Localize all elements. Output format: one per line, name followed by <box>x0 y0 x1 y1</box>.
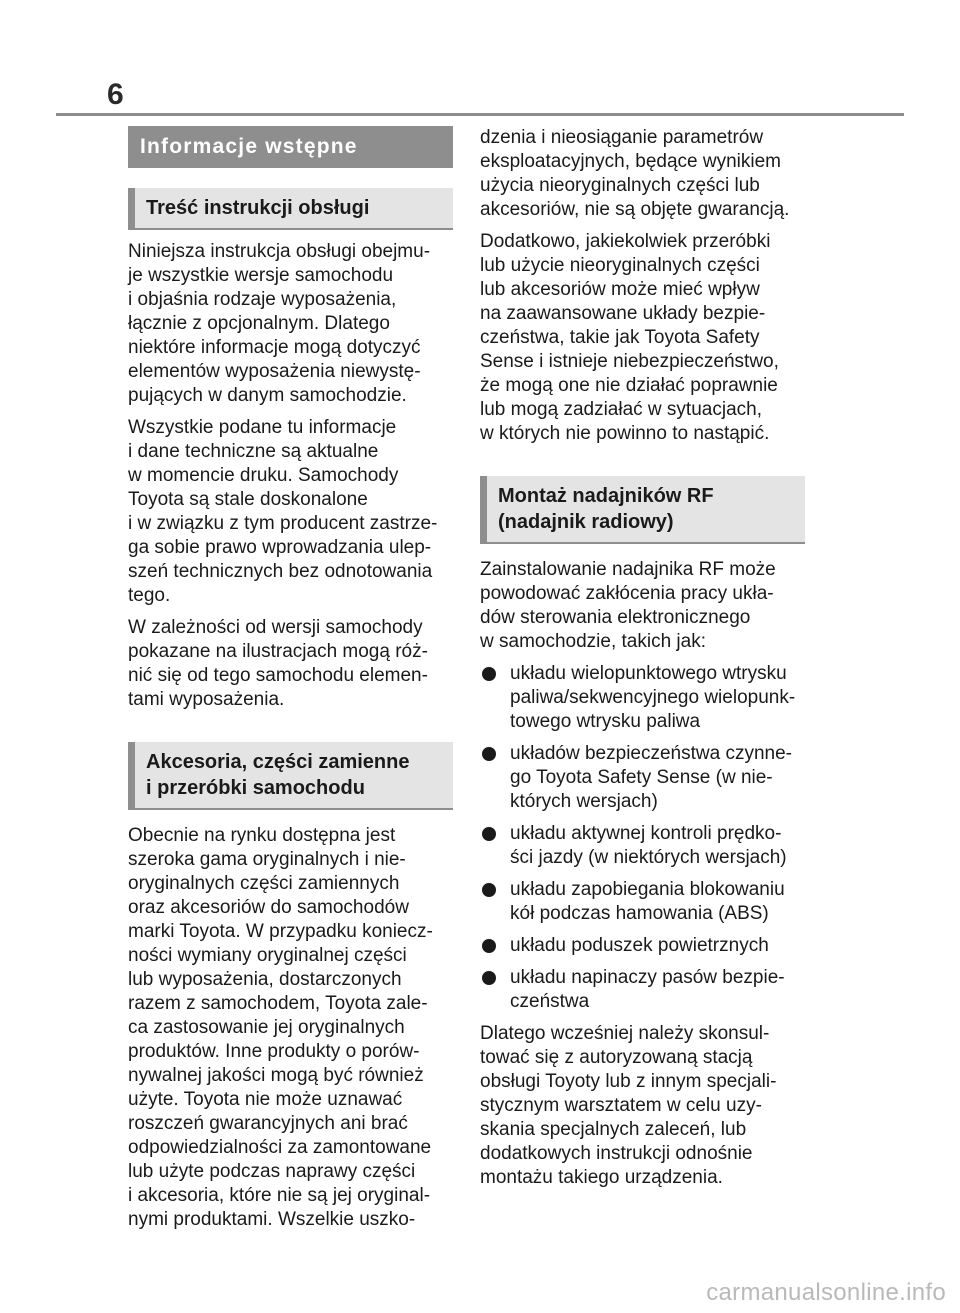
list-item: układu zapobiegania blokowaniu kół podczas hamowania (ABS) <box>480 878 805 926</box>
bullet-icon <box>482 747 496 761</box>
paragraph: Dodatkowo, jakiekolwiek przeróbki lub użycie nieoryginalnych części lub akcesoriów może mieć wpływ na zaawansowane układy bezpie- czeństwa, takie jak Toyota Safety Sense i istnieje niebezpieczeństwo, że mogą one nie działać poprawnie lub mogą zadziałać w sytuacjach, w których nie powinno to nastąpić. <box>480 231 779 444</box>
watermark: carmanualsonline.info <box>706 1279 946 1306</box>
list-item: układu napinaczy pasów bezpie- czeństwa <box>480 966 805 1014</box>
bullet-icon <box>482 939 496 953</box>
heading-rf-transmitters: Montaż nadajników RF (nadajnik radiowy) <box>480 476 805 544</box>
heading-manual-contents: Treść instrukcji obsługi <box>128 188 453 230</box>
list-item: układu aktywnej kontroli prędko- ści jazdy (w niektórych wersjach) <box>480 822 805 870</box>
left-column <box>128 126 453 1240</box>
page-number: 6 <box>107 78 124 111</box>
bullet-icon <box>482 667 496 681</box>
list-item: układów bezpieczeństwa czynne- go Toyota Safety Sense (w nie- których wersjach) <box>480 742 805 814</box>
bullet-icon <box>482 971 496 985</box>
paragraph: dzenia i nieosiąganie parametrów eksploatacyjnych, będące wynikiem użycia nieoryginalnych części lub akcesoriów, nie są objęte gwarancją. <box>480 127 790 220</box>
list-item: układu poduszek powietrznych <box>480 934 805 958</box>
bullet-list <box>480 662 805 1014</box>
paragraph: Niniejsza instrukcja obsługi obejmu- je wszystkie wersje samochodu i objaśnia rodzaje wyposażenia, łącznie z opcjonalnym. Dlatego niektóre informacje mogą dotyczyć elementów wyposażenia niewystę- pujących w danym samochodzie. <box>128 241 431 406</box>
paragraph: Zainstalowanie nadajnika RF może powodować zakłócenia pracy ukła- dów sterowania elektronicznego w samochodzie, takich jak: <box>480 559 776 652</box>
header-rule <box>56 113 904 116</box>
paragraph: Wszystkie podane tu informacje i dane techniczne są aktualne w momencie druku. Samochody Toyota są stale doskonalone i w związku z tym producent zastrze- ga sobie prawo wprowadzania ulep- szeń technicznych bez odnotowania tego. <box>128 417 438 606</box>
right-column <box>480 126 805 1198</box>
bullet-icon <box>482 883 496 897</box>
paragraph: Obecnie na rynku dostępna jest szeroka gama oryginalnych i nie- oryginalnych części zamiennych oraz akcesoriów do samochodów marki Toyota. W przypadku koniecz- ności wymiany oryginalnej części lub wyposażenia, dostarczonych razem z samochodem, Toyota zale- ca zastosowanie jej oryginalnych produktów. Inne produkty o porów- nywalnej jakości mogą być również użyte. Toyota nie może uznawać roszczeń gwarancyjnych ani brać odpowiedzialności za zamontowane lub użyte podczas naprawy części i akcesoria, które nie są jej oryginal- nymi produktami. Wszelkie uszko- <box>128 825 433 1230</box>
paragraph: W zależności od wersji samochody pokazane na ilustracjach mogą róż- nić się od tego samochodu elemen- tami wyposażenia. <box>128 617 428 710</box>
list-item: układu wielopunktowego wtrysku paliwa/sekwencyjnego wielopunk- towego wtrysku paliwa <box>480 662 805 734</box>
section-title: Informacje wstępne <box>128 126 453 168</box>
bullet-icon <box>482 827 496 841</box>
heading-accessories: Akcesoria, części zamienne i przeróbki samochodu <box>128 742 453 810</box>
paragraph: Dlatego wcześniej należy skonsul- tować się z autoryzowaną stacją obsługi Toyoty lub z innym specjali- stycznym warsztatem w celu uzy- skania specjalnych zaleceń, lub dodatkowych instrukcji odnośnie montażu takiego urządzenia. <box>480 1023 777 1188</box>
